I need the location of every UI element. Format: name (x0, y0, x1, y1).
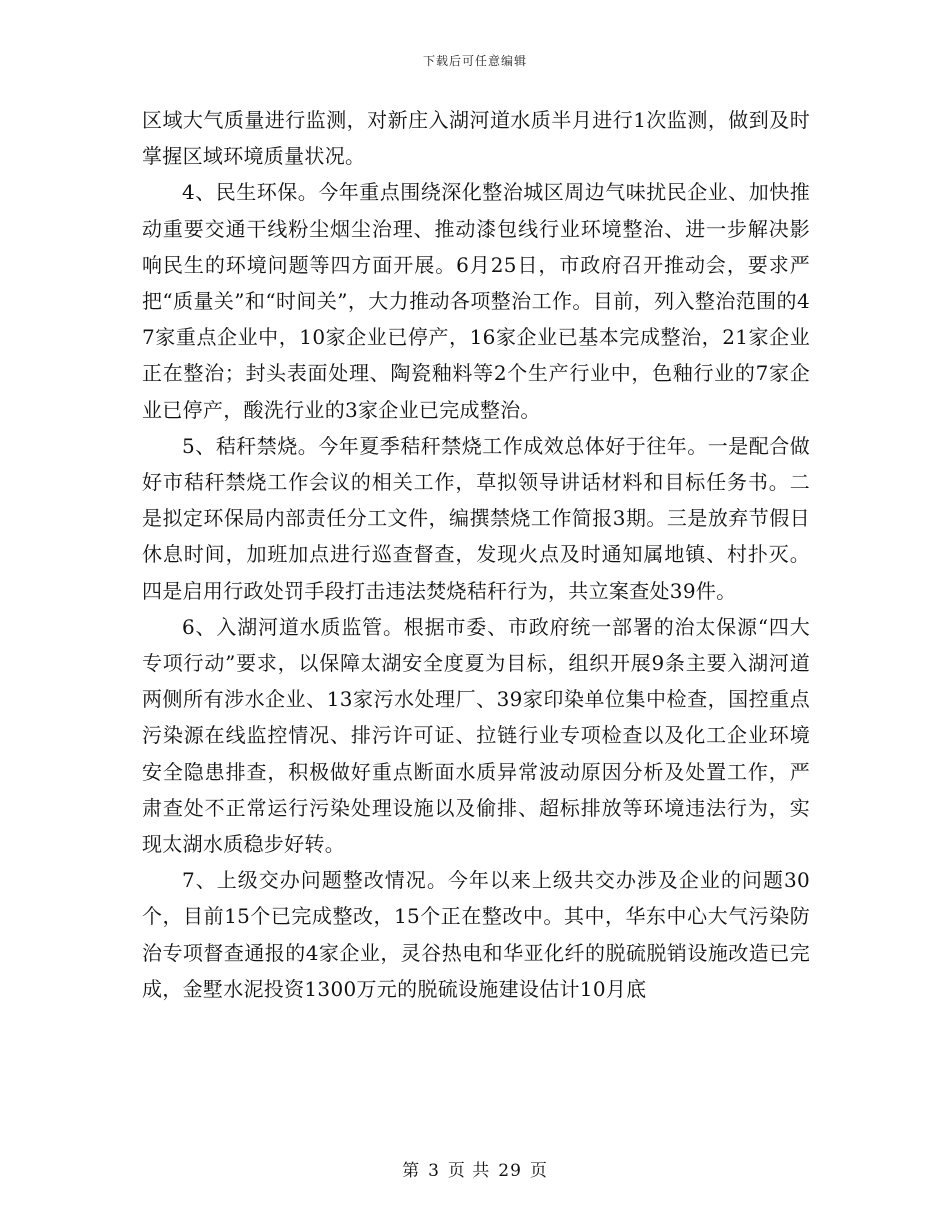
paragraph-livelihood-environment: 4、民生环保。今年重点围绕深化整治城区周边气味扰民企业、加快推动重要交通干线粉尘烟尘治理、推动漆包线行业环境整治、进一步解决影响民生的环境问题等四方面开展。6月25日，市政府召开推动会，要求严把“质量关”和“时间关”，大力推动各项整治工作。目前，列入整治范围的47家重点企业中，10家企业已停产，16家企业已基本完成整治，21家企业正在整治；封头表面处理、陶瓷釉料等2个生产行业中，色釉行业的7家企业已停产，酸洗行业的3家企业已完成整治。 (142, 180, 810, 422)
paragraph-continuation: 区域大气质量进行监测，对新庄入湖河道水质半月进行1次监测，做到及时掌握区域环境质量状况。 (142, 108, 810, 169)
page-footer (0, 1156, 950, 1181)
paragraph-river-water-quality: 6、入湖河道水质监管。根据市委、市政府统一部署的治太保源“四大专项行动”要求，以保障太湖安全度夏为目标，组织开展9条主要入湖河道两侧所有涉水企业、13家污水处理厂、39家印染单位集中检查，国控重点污染源在线监控情况、排污许可证、拉链行业专项检查以及化工企业环境安全隐患排查，积极做好重点断面水质异常波动原因分析及处置工作，严肃查处不正常运行污染处理设施以及偷排、超标排放等环境违法行为，实现太湖水质稳步好转。 (142, 614, 810, 857)
paragraph-rectification-status: 7、上级交办问题整改情况。今年以来上级共交办涉及企业的问题30个，目前15个已完成整改，15个正在整改中。其中，华东中心大气污染防治专项督查通报的4家企业，灵谷热电和华亚化纤的脱硫脱销设施改造已完成，金墅水泥投资1300万元的脱硫设施建设估计10月底 (142, 868, 810, 1001)
current-page-number: 3 (428, 1161, 440, 1181)
page-label-prefix: 第 (402, 1161, 421, 1181)
document-body (142, 102, 810, 1007)
page-header: 下载后可任意编辑 (422, 54, 527, 68)
paragraph-straw-burning-ban: 5、秸秆禁烧。今年夏季秸秆禁烧工作成效总体好于往年。一是配合做好市秸秆禁烧工作会议的相关工作，草拟领导讲话材料和目标任务书。二是拟定环保局内部责任分工文件，编撰禁烧工作简报3期。三是放弃节假日休息时间，加班加点进行巡查督查，发现火点及时通知属地镇、村扑灭。四是启用行政处罚手段打击违法焚烧秸秆行为，共立案查处39件。 (142, 433, 810, 603)
total-page-count: 29 (498, 1161, 522, 1181)
page-label-middle: 页 共 (447, 1161, 491, 1181)
page-label-suffix: 页 (529, 1161, 548, 1181)
